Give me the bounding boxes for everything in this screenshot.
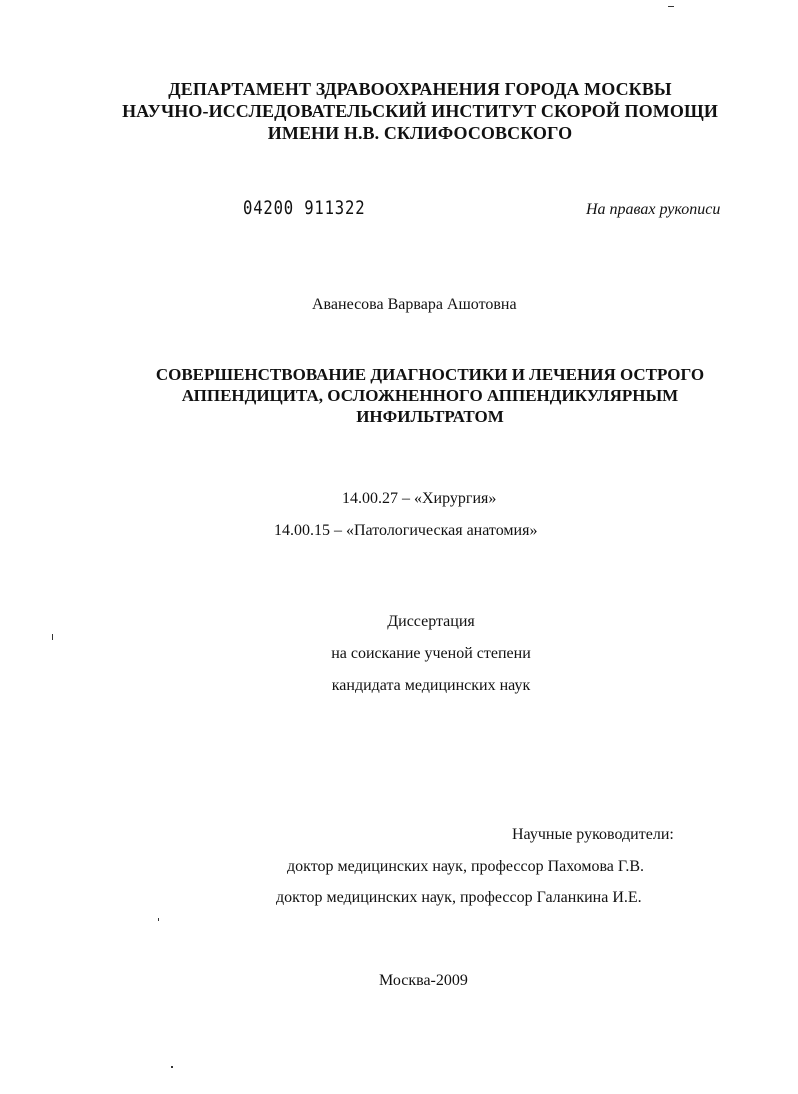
- header-line-department: ДЕПАРТАМЕНТ ЗДРАВООХРАНЕНИЯ ГОРОДА МОСКВЫ: [168, 79, 672, 99]
- dissertation-title: [40, 364, 798, 427]
- degree-line-2: на соискание ученой степени: [331, 645, 531, 662]
- scan-speck: [158, 918, 159, 921]
- degree-statement: [298, 606, 564, 702]
- specialty-surgery: 14.00.27 – «Хирургия»: [342, 490, 497, 507]
- city-year: Москва-2009: [379, 972, 468, 989]
- degree-line-3: кандидата медицинских наук: [331, 677, 531, 694]
- header-line-named-after: ИМЕНИ Н.В. СКЛИФОСОВСКОГО: [267, 123, 573, 143]
- scan-speck: [171, 1066, 173, 1068]
- advisors-heading: Научные руководители:: [512, 826, 674, 843]
- institution-header: [40, 78, 798, 144]
- catalog-number: 04200 911322: [243, 197, 366, 219]
- scan-speck: [668, 6, 674, 7]
- title-line-2: АППЕНДИЦИТА, ОСЛОЖНЕННОГО АППЕНДИКУЛЯРНЫМ: [181, 386, 679, 405]
- title-line-3: ИНФИЛЬТРАТОМ: [356, 407, 504, 426]
- degree-line-1: Диссертация: [387, 613, 475, 630]
- rights-note: На правах рукописи: [586, 201, 721, 218]
- author-name: Аванесова Варвара Ашотовна: [312, 296, 517, 313]
- scan-speck: [52, 634, 53, 640]
- advisor-2: доктор медицинских наук, профессор Галанкина И.Е.: [276, 889, 642, 906]
- advisor-1: доктор медицинских наук, профессор Пахомова Г.В.: [287, 858, 645, 875]
- header-line-institute: НАУЧНО-ИССЛЕДОВАТЕЛЬСКИЙ ИНСТИТУТ СКОРОЙ ПОМОЩИ: [122, 101, 718, 121]
- specialty-pathology: 14.00.15 – «Патологическая анатомия»: [274, 522, 538, 539]
- title-line-1: СОВЕРШЕНСТВОВАНИЕ ДИАГНОСТИКИ И ЛЕЧЕНИЯ ОСТРОГО: [155, 365, 705, 384]
